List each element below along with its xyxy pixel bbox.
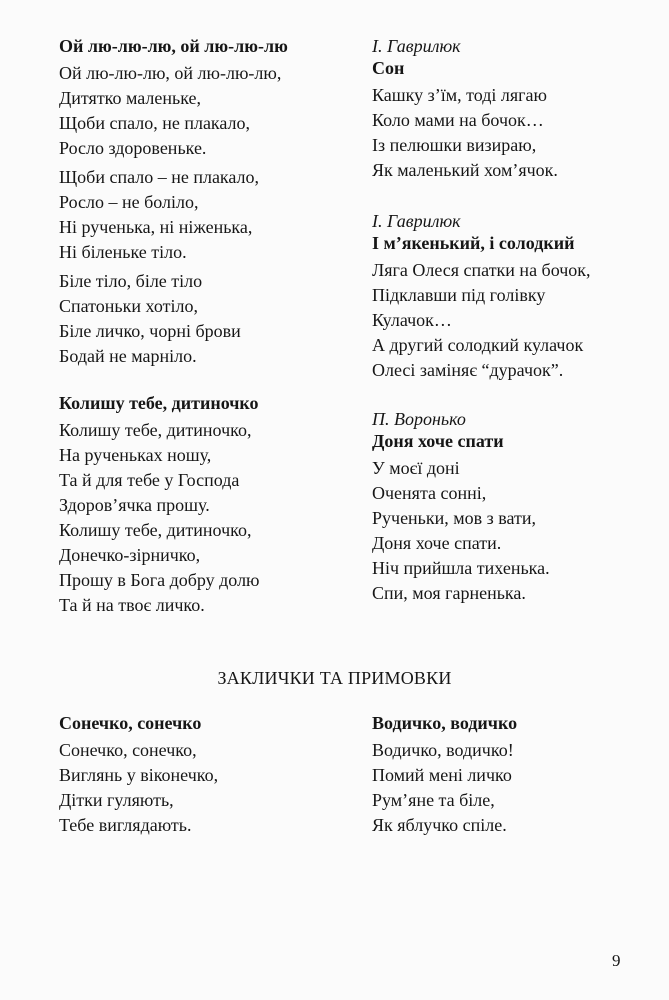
- poem-line: Спатоньки хотіло,: [59, 296, 198, 316]
- poem-title: І м’якенький, і солодкий: [372, 233, 575, 253]
- poem-line: Ні рученька, ні ніженька,: [59, 217, 253, 237]
- poem-stanza: [59, 61, 288, 161]
- poem-line: Здоров’ячка прошу.: [59, 495, 210, 515]
- poem-sonechko: [59, 712, 218, 838]
- poem-title: Ой лю-лю-лю, ой лю-лю-лю: [59, 36, 288, 56]
- poem-line: Сонечко, сонечко,: [59, 740, 197, 760]
- poem-son: [372, 35, 558, 183]
- poem-title: Доня хоче спати: [372, 431, 504, 451]
- poem-line: Спи, моя гарненька.: [372, 583, 526, 603]
- poem-line: Олесі заміняє “дурачок”.: [372, 360, 564, 380]
- poem-line: Як маленький хом’ячок.: [372, 160, 558, 180]
- poem-oi-liu: [59, 35, 288, 373]
- poem-line: Ні біленьке тіло.: [59, 242, 187, 262]
- poem-line: Біле личко, чорні брови: [59, 321, 241, 341]
- poem-line: Колишу тебе, дитиночко,: [59, 420, 252, 440]
- poem-author: І. Гаврилюк: [372, 211, 461, 231]
- poem-title: Сон: [372, 58, 405, 78]
- poem-line: Кулачок…: [372, 310, 452, 330]
- poem-line: Ляга Олеся спатки на бочок,: [372, 260, 591, 280]
- poem-title: Водичко, водичко: [372, 713, 518, 733]
- poem-line: Росло – не боліло,: [59, 192, 199, 212]
- poem-line: Коло мами на бочок…: [372, 110, 544, 130]
- poem-title: Сонечко, сонечко: [59, 713, 202, 733]
- poem-line: Із пелюшки визираю,: [372, 135, 537, 155]
- poem-line: Виглянь у віконечко,: [59, 765, 219, 785]
- poem-line: Оченята сонні,: [372, 483, 487, 503]
- poem-line: Росло здоровеньке.: [59, 138, 207, 158]
- poem-stanza: [59, 269, 288, 369]
- poem-line: На рученьках ношу,: [59, 445, 212, 465]
- poem-author: П. Воронько: [372, 409, 466, 429]
- page-number: 9: [612, 951, 621, 970]
- poem-line: Дитятко маленьке,: [59, 88, 202, 108]
- poem-line: Колишу тебе, дитиночко,: [59, 520, 252, 540]
- poem-line: Прошу в Бога добру долю: [59, 570, 260, 590]
- poem-kolyshu: [59, 392, 260, 618]
- poem-line: Ніч прийшла тихенька.: [372, 558, 550, 578]
- poem-line: Донечко-зірничко,: [59, 545, 201, 565]
- poem-line: Доня хоче спати.: [372, 533, 502, 553]
- poem-vodychko: [372, 712, 517, 838]
- poem-line: Та й для тебе у Господа: [59, 470, 240, 490]
- poem-line: Підклавши під голівку: [372, 285, 546, 305]
- poem-line: Помий мені личко: [372, 765, 512, 785]
- poem-line: Кашку з’їм, тоді лягаю: [372, 85, 547, 105]
- poem-line: Водичко, водичко!: [372, 740, 514, 760]
- poem-line: А другий солодкий кулачок: [372, 335, 584, 355]
- poem-miakenkyi: [372, 210, 591, 383]
- poem-line: Тебе виглядають.: [59, 815, 192, 835]
- poem-donia: [372, 408, 550, 606]
- poem-line: Біле тіло, біле тіло: [59, 271, 203, 291]
- poem-line: Дітки гуляють,: [59, 790, 174, 810]
- poem-line: Рум’яне та біле,: [372, 790, 495, 810]
- poem-title: Колишу тебе, дитиночко: [59, 393, 259, 413]
- poem-line: Щоби спало, не плакало,: [59, 113, 251, 133]
- section-heading: ЗАКЛИЧКИ ТА ПРИМОВКИ: [217, 668, 452, 688]
- poem-stanza: [59, 165, 288, 265]
- poem-line: Бодай не марніло.: [59, 346, 197, 366]
- poem-line: Рученьки, мов з вати,: [372, 508, 537, 528]
- poem-line: Та й на твоє личко.: [59, 595, 205, 615]
- poem-line: Ой лю-лю-лю, ой лю-лю-лю,: [59, 63, 282, 83]
- poem-line: Щоби спало – не плакало,: [59, 167, 260, 187]
- poem-line: У моєї доні: [372, 458, 460, 478]
- poem-line: Як яблучко спіле.: [372, 815, 507, 835]
- poem-author: І. Гаврилюк: [372, 36, 461, 56]
